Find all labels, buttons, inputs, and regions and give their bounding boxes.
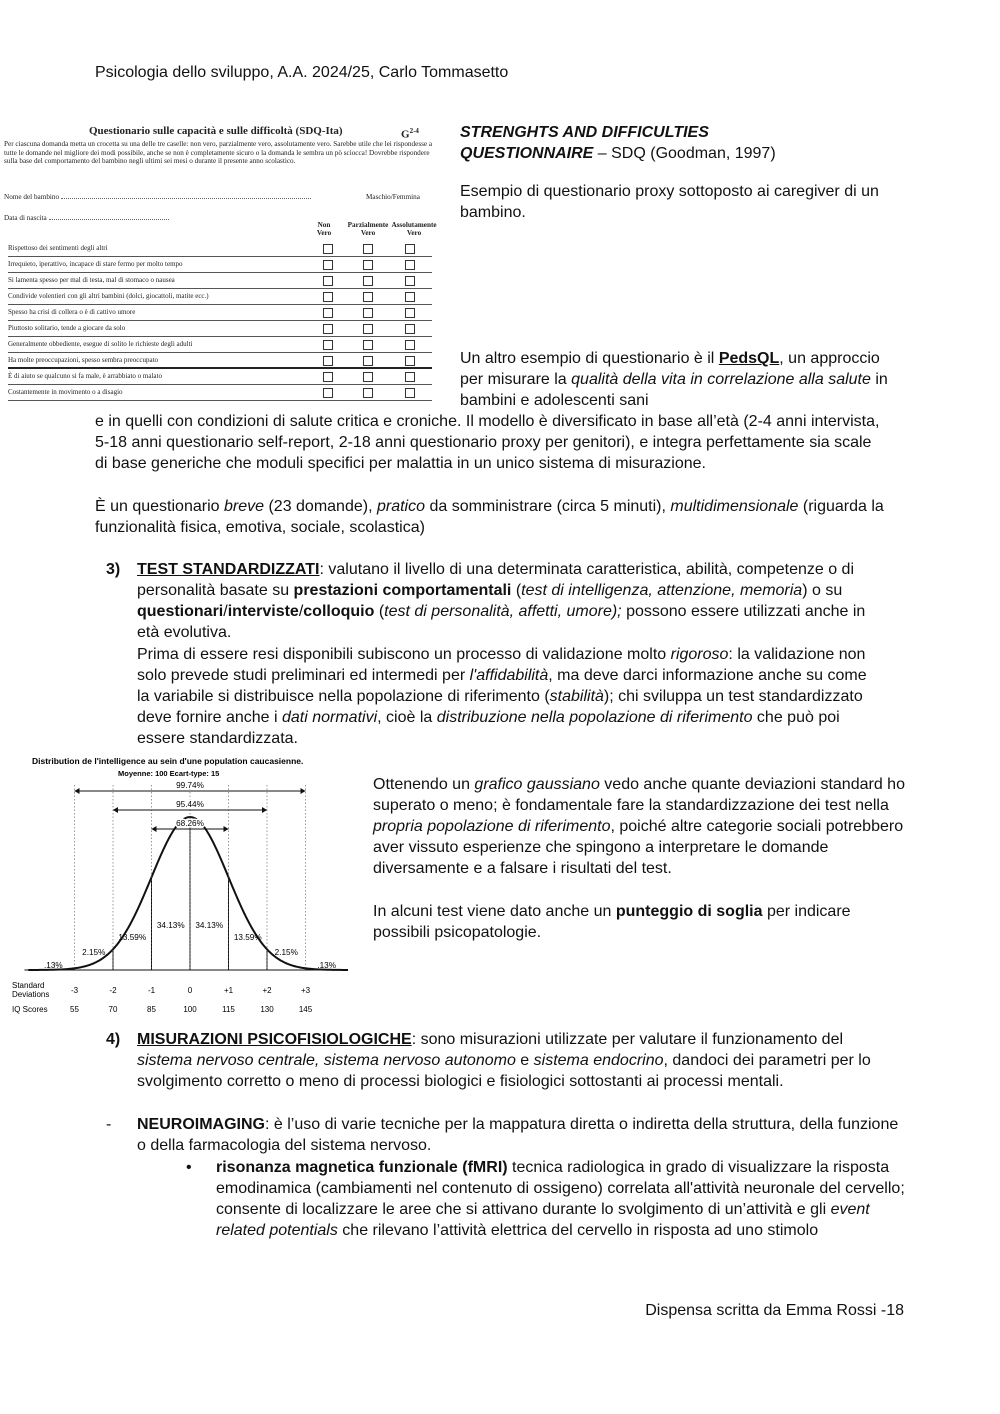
std-dev-tick: +2	[262, 986, 272, 995]
sdq-item-row	[8, 257, 432, 273]
section-3-text: TEST STANDARDIZZATI: valutano il livello di una determinata caratteristica, abilità, competenze o di personalità basate su prestazioni comportamentali (test di intelligenza, attenzione, memoria) o su questionari/interviste/colloquio (test di personalità, affetti, umore); possono essere utilizzati anche in età evolutiva.	[137, 561, 866, 641]
segment-label: .13%	[317, 961, 337, 970]
sdq-item-label: Piuttosto solitario, tende a giocare da solo	[8, 324, 126, 332]
gaussian-curve	[28, 817, 348, 970]
std-dev-tick: -3	[70, 986, 79, 995]
pedsql-features: È un questionario breve (23 domande), pratico da somministrare (circa 5 minuti), multidimensionale (riguarda la funzionalità fisica, emotiva, sociale, scolastica)	[95, 498, 884, 536]
chart-subtitle: Moyenne: 100 Ecart-type: 15	[118, 769, 220, 778]
sdq-item-row	[8, 321, 432, 337]
section-4-title: MISURAZIONI PSICOFISIOLOGICHE	[137, 1031, 412, 1048]
sdq-checkbox	[363, 388, 373, 398]
sdq-item-label: Rispettoso dei sentimenti degli altri	[8, 244, 108, 252]
section-4-number: 4)	[106, 1031, 121, 1048]
sdq-checkbox	[363, 324, 373, 334]
segment-label: 2.15%	[82, 948, 106, 957]
bracket-label: 68.26%	[176, 819, 204, 828]
sdq-checkbox	[405, 356, 415, 366]
sdq-checkbox	[323, 292, 333, 302]
sdq-checkbox	[363, 260, 373, 270]
bracket-arrowhead	[224, 826, 229, 832]
segment-label: 13.59%	[118, 933, 147, 942]
iq-tick: 85	[147, 1005, 156, 1014]
sdq-col-certainly-true: Assolutamente Vero	[391, 221, 437, 238]
sdq-checkbox	[405, 244, 415, 254]
sdq-item-label: Generalmente obbediente, esegue di solito le richieste degli adulti	[8, 340, 193, 348]
bracket-arrowhead	[113, 807, 118, 813]
sdq-checkbox	[405, 308, 415, 318]
sdq-checkbox	[405, 388, 415, 398]
bracket-label: 95.44%	[176, 800, 204, 809]
neuro-title: NEUROIMAGING	[137, 1116, 265, 1133]
bracket-arrowhead	[301, 788, 306, 794]
sdq-item-label: Condivide volentieri con gli altri bambini (dolci, giocattoli, matite ecc.)	[8, 292, 209, 300]
neuro-text: NEUROIMAGING: è l’uso di varie tecniche per la mappatura diretta o indiretta della struttura, della funzione o della farmacologia del sistema nervoso.	[137, 1116, 899, 1154]
sdq-item-label: Irrequieto, iperattivo, incapace di stare fermo per molto tempo	[8, 260, 183, 268]
segment-label: 34.13%	[195, 921, 224, 930]
sdq-checkbox	[405, 276, 415, 286]
std-dev-tick: -1	[147, 986, 156, 995]
sdq-name-field: Nome del bambino	[4, 187, 434, 208]
sdq-item-row	[8, 305, 432, 321]
sdq-checkbox	[363, 244, 373, 254]
sdq-item-label: È di aiuto se qualcuno si fa male, è arrabbiato o malato	[8, 372, 162, 380]
neuro-dash: -	[106, 1116, 112, 1133]
std-dev-row-label: Deviations	[12, 990, 50, 999]
sdq-form-image	[4, 117, 444, 407]
segment-label: 13.59%	[233, 933, 262, 942]
section-3-title: TEST STANDARDIZZATI	[137, 561, 320, 578]
sdq-birth-field: Data di nascita	[4, 208, 169, 229]
sdq-form-code: $G^{2-4}$	[401, 127, 419, 141]
sdq-checkbox	[363, 356, 373, 366]
sdq-item-row	[8, 241, 432, 257]
sdq-checkbox	[363, 276, 373, 286]
bracket-arrowhead	[262, 807, 267, 813]
bracket-arrowhead	[75, 788, 80, 794]
section-3-number: 3)	[106, 561, 121, 578]
segment-label: .13%	[43, 961, 63, 970]
gauss-threshold: In alcuni test viene dato anche un punteggio di soglia per indicare possibili psicopatologie.	[373, 903, 851, 941]
page-header: Psicologia dello sviluppo, A.A. 2024/25, Carlo Tommasetto	[95, 64, 509, 81]
gauss-explanation: Ottenendo un grafico gaussiano vedo anche quante deviazioni standard ho superato o meno; è fondamentale fare la standardizzazione dei test nella propria popolazione di riferimento, poiché altre categorie sociali potrebbero aver vissuto esperienze che spingono a interpretare le domande diversamente e a falsare i risultati del test.	[373, 776, 905, 877]
sdq-checkbox	[363, 308, 373, 318]
std-dev-tick: -2	[109, 986, 117, 995]
pedsql-intro: Un altro esempio di questionario è il PedsQL, un approccio per misurare la qualità della vita in correlazione alla salute in bambini e adolescenti sani	[460, 350, 888, 409]
sdq-checkbox	[363, 372, 373, 382]
pedsql-name: PedsQL	[718, 350, 780, 367]
sdq-heading: STRENGHTS AND DIFFICULTIES QUESTIONNAIRE – SDQ (Goodman, 1997)	[460, 124, 776, 162]
chart-title: Distribution de l'intelligence au sein d'une population caucasienne.	[32, 756, 304, 766]
sdq-checkbox	[323, 308, 333, 318]
iq-tick: 70	[108, 1005, 118, 1014]
sdq-gender-field: Maschio/Femmina	[366, 193, 420, 201]
sdq-checkbox	[363, 292, 373, 302]
page-footer: Dispensa scritta da Emma Rossi -18	[645, 1302, 904, 1319]
std-dev-tick: 0	[187, 986, 193, 995]
iq-tick: 130	[260, 1005, 274, 1014]
fmri-text: risonanza magnetica funzionale (fMRI) tecnica radiologica in grado di visualizzare la risposta emodinamica (cambiamenti nel contenuto di ossigeno) correlata all'attività neuronale del cervello; consente di localizzare le aree che si attivano durante lo svolgimento di un’attività e gli event related potentials che rilevano l’attività elettrica del cervello in risposta ad uno stimolo	[216, 1159, 905, 1239]
std-dev-tick: +1	[223, 986, 234, 995]
sdq-item-row	[8, 385, 432, 401]
iq-tick: 100	[183, 1005, 197, 1014]
fmri-title: risonanza magnetica funzionale (fMRI)	[216, 1159, 508, 1176]
bracket-label: 99.74%	[176, 781, 204, 790]
sdq-checkbox	[323, 260, 333, 270]
fmri-bullet: •	[186, 1159, 192, 1176]
sdq-item-row	[8, 289, 432, 305]
sdq-checkbox	[323, 324, 333, 334]
sdq-checkbox	[323, 372, 333, 382]
sdq-col-not-true: Non Vero	[316, 221, 332, 238]
bracket-arrowhead	[152, 826, 157, 832]
sdq-form-title: Questionario sulle capacità e sulle difficoltà (SDQ-Ita)	[89, 125, 343, 137]
section-3-validation: Prima di essere resi disponibili subiscono un processo di validazione molto rigoroso: la validazione non solo prevede studi preliminari ed intermedi per l'affidabilità, ma deve darci informazione anche su come la variabile si distribuisce nella popolazione di riferimento (stabilità); chi sviluppa un test standardizzato deve fornire anche i dati normativi, cioè la distribuzione nella popolazione di riferimento che può poi essere standardizzata.	[137, 646, 867, 747]
sdq-checkbox	[323, 276, 333, 286]
sdq-checkbox	[405, 292, 415, 302]
sdq-checkbox	[323, 388, 333, 398]
section-4-text: MISURAZIONI PSICOFISIOLOGICHE: sono misurazioni utilizzate per valutare il funzionamento del sistema nervoso centrale, sistema nervoso autonomo e sistema endocrino, dandoci dei parametri per lo svolgimento corretto o meno di processi biologici e fisiologici sottostanti ai processi mentali.	[137, 1031, 871, 1090]
sdq-description: Esempio di questionario proxy sottoposto ai caregiver di un bambino.	[460, 183, 879, 221]
std-dev-row-label: Standard	[12, 981, 45, 990]
sdq-checkbox	[323, 340, 333, 350]
sdq-item-row	[8, 369, 432, 385]
sdq-item-label: Spesso ha crisi di collera o è di cattivo umore	[8, 308, 136, 316]
iq-tick: 115	[222, 1005, 235, 1014]
sdq-item-row	[8, 353, 432, 369]
sdq-item-label: Si lamenta spesso per mal di testa, mal di stomaco o nausea	[8, 276, 175, 284]
sdq-form-instructions: Per ciascuna domanda metta un crocetta su una delle tre caselle: non vero, parzialmente vero, assolutamente vero. Sarebbe utile che lei rispondesse a tutte le domande nel migliore dei modi possibile, anche se non è completamente sicuro o la domanda le sembra un pò sciocca! Dovrebbe rispondere sulla base del comportamento del bambino negli ultimi sei mesi o durante il presente anno scolastico.	[4, 140, 433, 166]
sdq-item-label: Costantemente in movimento o a disagio	[8, 388, 123, 396]
sdq-checkbox	[405, 372, 415, 382]
sdq-checkbox	[323, 356, 333, 366]
std-dev-tick: +3	[300, 986, 311, 995]
pedsql-body: e in quelli con condizioni di salute critica e croniche. Il modello è diversificato in base all’età (2-4 anni intervista, 5-18 anni questionario self-report, 2-18 anni questionario proxy per genitori), e integra perfettamente sia scale di base generiche che moduli specifici per malattia in un unico sistema di misurazione.	[95, 413, 880, 472]
iq-row-label: IQ Scores	[12, 1005, 48, 1014]
sdq-checkbox	[323, 244, 333, 254]
sdq-checkbox	[405, 260, 415, 270]
iq-tick: 55	[70, 1005, 79, 1014]
gaussian-chart	[8, 755, 348, 1020]
sdq-checkbox	[405, 324, 415, 334]
sdq-checkbox	[405, 340, 415, 350]
segment-label: 2.15%	[274, 948, 298, 957]
segment-label: 34.13%	[156, 921, 185, 930]
sdq-item-label: Ha molte preoccupazioni, spesso sembra preoccupato	[8, 356, 159, 364]
sdq-col-partly-true: Parzialmente Vero	[347, 221, 389, 238]
sdq-item-row	[8, 273, 432, 289]
iq-tick: 145	[298, 1005, 313, 1014]
sdq-checkbox	[363, 340, 373, 350]
sdq-item-row	[8, 337, 432, 353]
